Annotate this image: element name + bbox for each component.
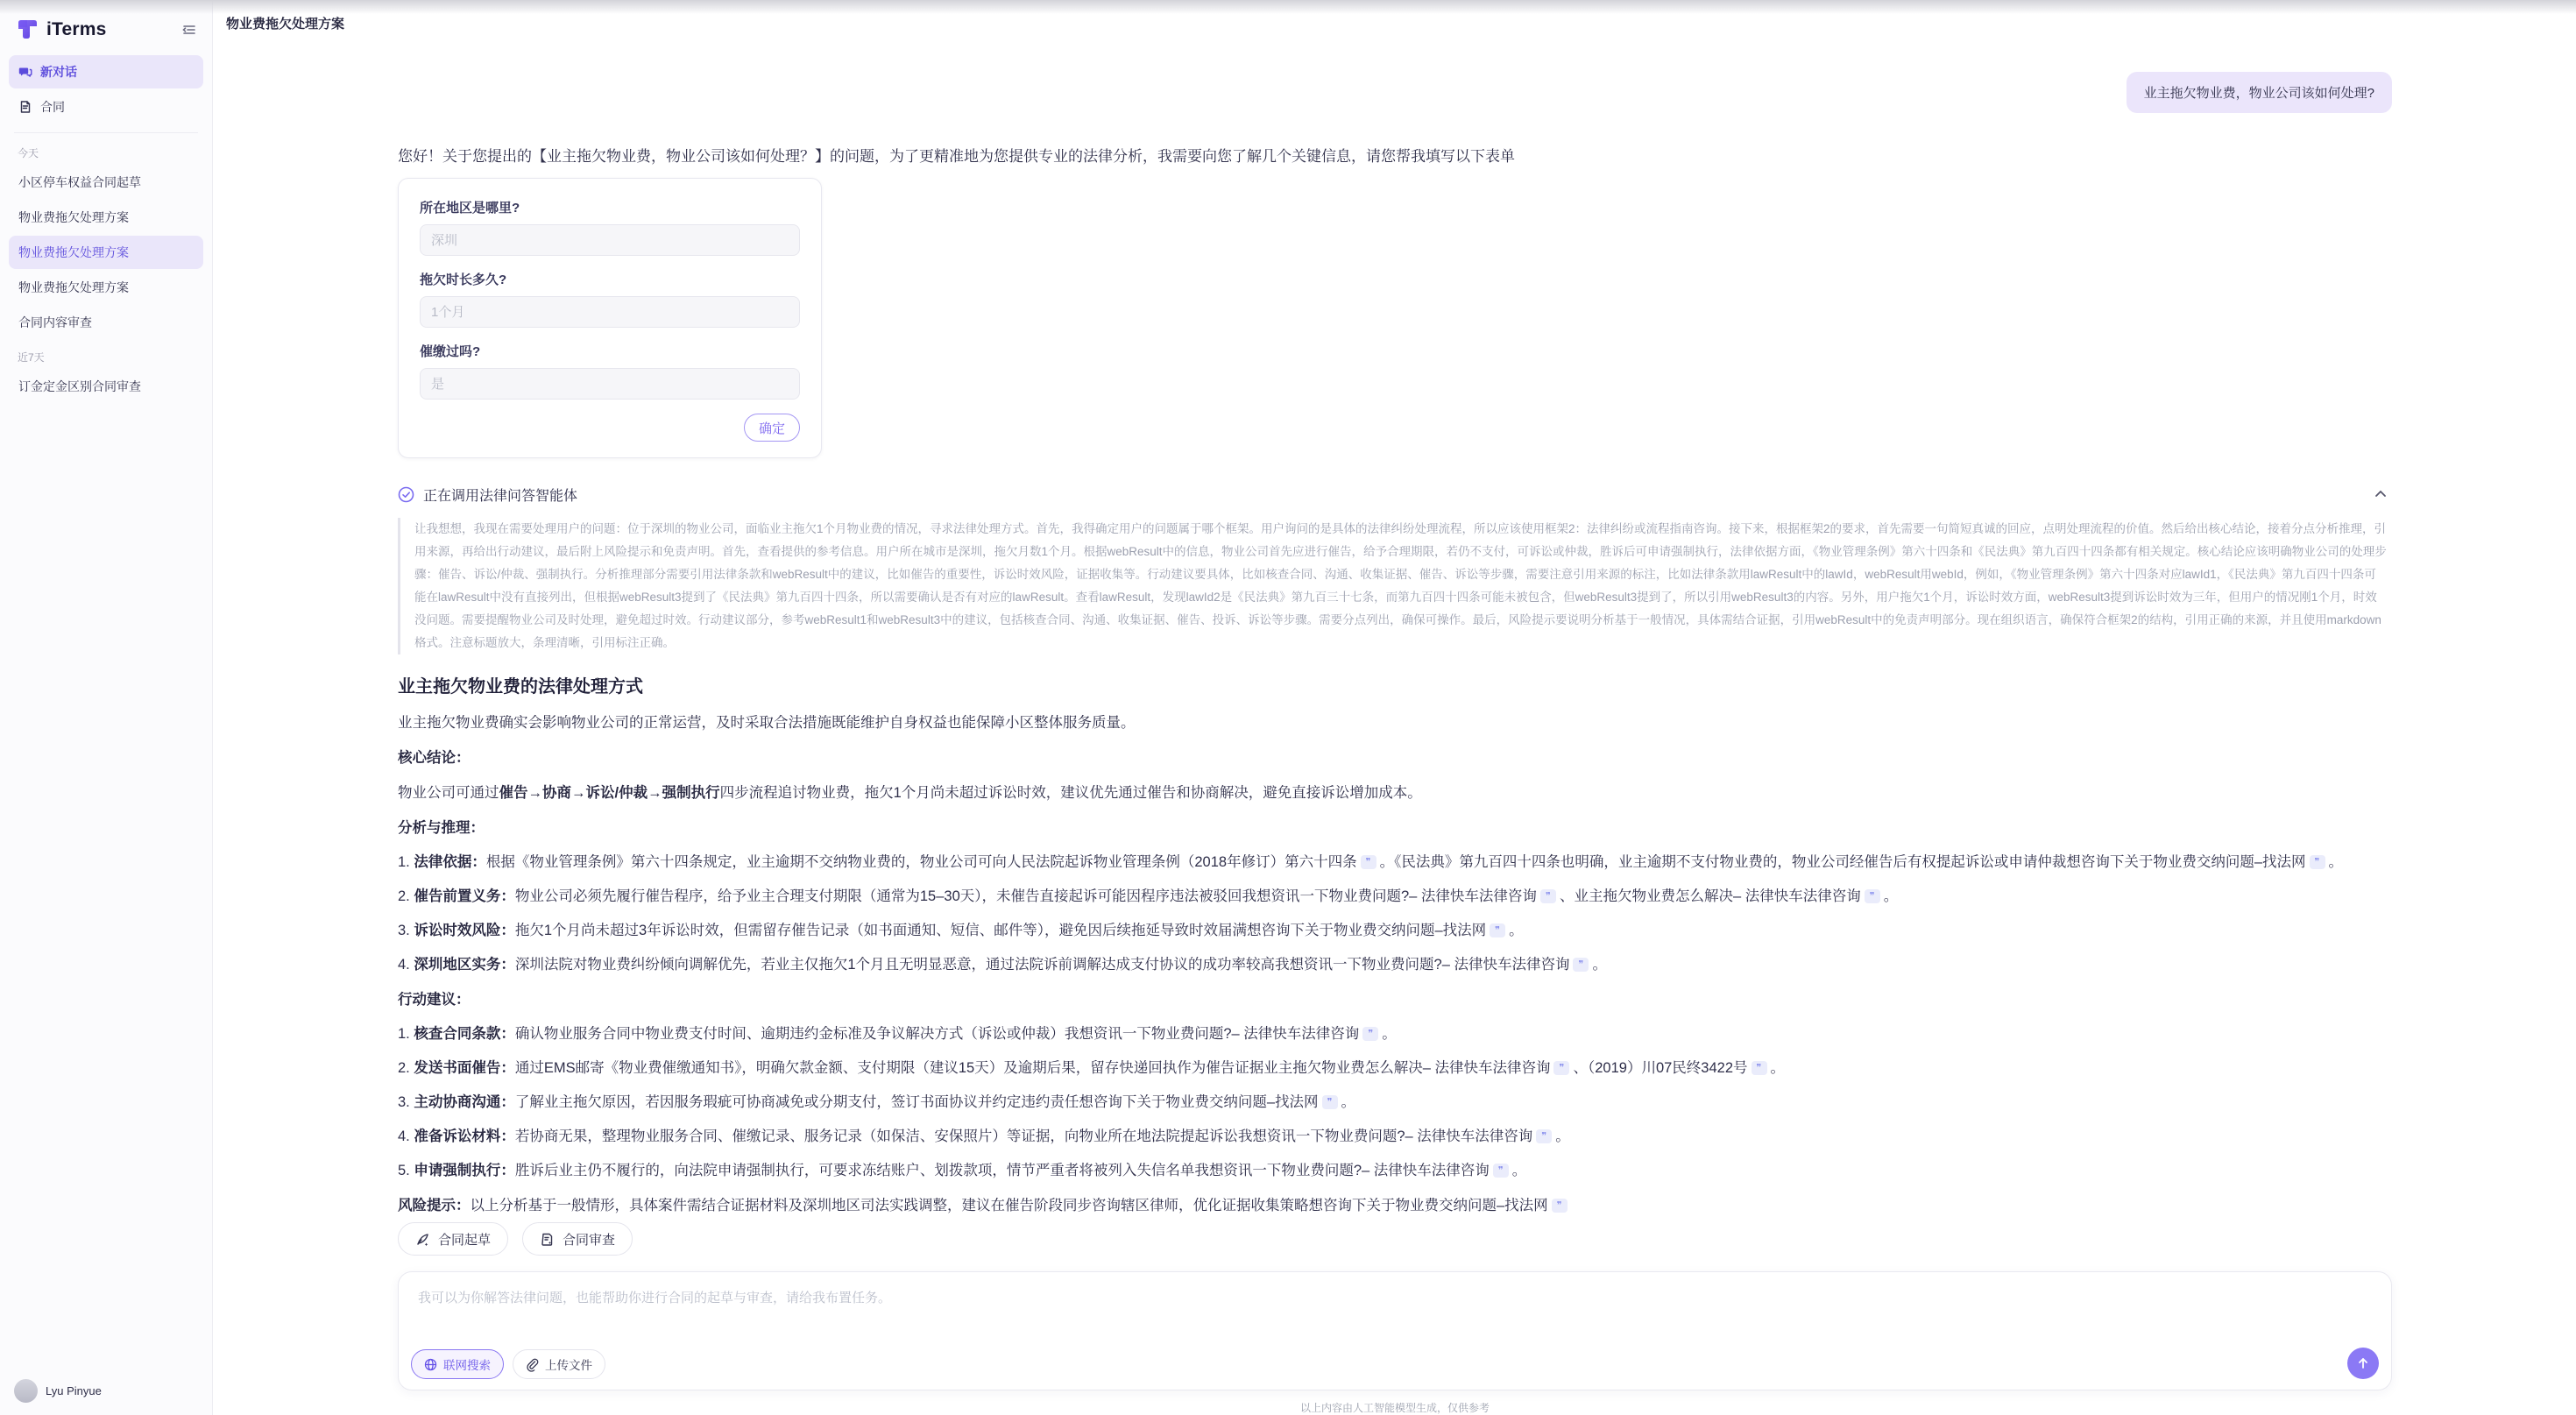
history-section-label: 近7天 [18, 351, 45, 364]
upload-file-button[interactable] [513, 1349, 605, 1379]
duration-input[interactable] [420, 296, 800, 328]
composer [398, 1271, 2392, 1390]
contract-draft-label: 合同起草 [438, 1232, 492, 1248]
bold-text: 风险提示： [398, 1198, 471, 1213]
citation-badge[interactable]: ❞ [1490, 923, 1505, 937]
markdown-list-item: 3. 主动协商沟通：了解业主拖欠原因，若因服务瑕疵可协商减免或分期支付，签订书面协议并约定违约责任想咨询下关于物业费交纳问题–找法网 ❞ 。 [398, 1094, 1356, 1110]
paperclip-icon [526, 1358, 539, 1371]
contract-icon [18, 100, 32, 114]
markdown-list-item: 4. 准备诉讼材料：若协商无果，整理物业服务合同、催缴记录、服务记录（如保洁、安保照片）等证据，向物业所在地法院提起诉讼我想资讯一下物业费问题?– 法律快车法律咨询 ❞ 。 [398, 1128, 1570, 1144]
nav-label: 合同 [40, 100, 65, 114]
app-title: iTerms [46, 18, 107, 39]
citation-badge[interactable]: ❞ [1865, 889, 1880, 903]
markdown-list-item: 2. 催告前置义务：物业公司必须先履行催告程序，给予业主合理支付期限（通常为15–30天），未催告直接起诉可能因程序违法被驳回我想资讯一下物业费问题?– 法律快车法律咨询 ❞ 、业主拖欠物业费怎么解决– 法律快车法律咨询 ❞ 。 [398, 888, 1899, 904]
actions-label: 行动建议： [398, 992, 471, 1008]
citation-badge[interactable]: ❞ [1322, 1095, 1338, 1109]
agent-status-text: 正在调用法律问答智能体 [423, 488, 578, 504]
iterms-logo-icon [16, 18, 39, 41]
contract-draft-button[interactable] [398, 1222, 508, 1256]
markdown-list-item: 5. 申请强制执行：胜诉后业主仍不履行的，向法院申请强制执行，可要求冻结账户、划拨款项，情节严重者将被列入失信名单我想资讯一下物业费问题?– 法律快车法律咨询 ❞ 。 [398, 1163, 1527, 1178]
web-search-toggle[interactable] [411, 1349, 504, 1379]
markdown-list-item: 1. 法律依据：根据《物业管理条例》第六十四条规定，业主逾期不交纳物业费的，物业公司可向人民法院起诉物业管理条例（2018年修订）第六十四条 ❞ 。《民法典》第九百四十四条也明确，业主逾期不支付物业费的，物业公司经催告后有权提起诉讼或申请仲裁想咨询下关于物业费交纳问题–找法网 ❞ 。 [398, 854, 2344, 870]
nav-label: 新对话 [40, 65, 77, 79]
check-circle-icon [398, 486, 414, 503]
list-item-head: 准备诉讼材料： [414, 1128, 515, 1144]
form-label-reminded: 催缴过吗? [420, 344, 481, 359]
citation-badge[interactable]: ❞ [1540, 889, 1556, 903]
sidebar-history-item[interactable]: 物业费拖欠处理方案 [18, 280, 129, 294]
region-input[interactable] [420, 224, 800, 256]
history-section-label: 今天 [18, 147, 39, 159]
sidebar-history-item[interactable]: 物业费拖欠处理方案 [18, 210, 129, 224]
analysis-label: 分析与推理： [398, 820, 485, 836]
list-item-head: 催告前置义务： [414, 888, 515, 904]
ai-disclaimer: 以上内容由人工智能模型生成，仅供参考 [1299, 1402, 1490, 1414]
reminded-input[interactable] [420, 368, 800, 400]
reasoning-block: 让我想想，我现在需要处理用户的问题：位于深圳的物业公司，面临业主拖欠1个月物业费的情况，寻求法律处理方式。首先，我得确定用户的问题属于哪个框架。用户询问的是具体的法律纠纷处理流程，所以应该使用框架2：法律纠纷或流程指南咨询。接下来，根据框架2的要求，首先需要一句简短真诚的回应，点明处理流程的价值。然后给出核心结论，接着分点分析推理，引用来源，再给出行动建议，最后附上风险提示和免责声明。首先，查看提供的参考信息。用户所在城市是深圳，拖欠月数1个月。根据webResult中的信息，物业公司首先应进行催告，给予合理期限，若仍不支付，可诉讼或仲裁，胜诉后可申请强制执行，法律依据方面，《物业管理条例》第六十四条和《民法典》第九百四十四条都有相关规定。核心结论应该明确物业公司的处理步骤：催告、诉讼/仲裁、强制执行。分析推理部分需要引用法律条款和webResult中的建议，比如催告的重要性，诉讼时效风险，证据收集等。行动建议要具体，比如核查合同、沟通、收集证据、催告、诉讼等步骤，需要注意引用来源的标注，比如法律条款用lawResult中的lawId，webResult用webId，例如，《物业管理条例》第六十四条对应lawId1，《民法典》第九百四十四条可能在lawResult中没有直接列出，但根据webResult3提到了《民法典》第九百四十四条，所以需要确认是否有对应的lawResult。查看lawResult，发现lawId2是《民法典》第九百三十七条，而第九百四十四条可能未被包含，但webResult3提到了，所以引用webResult3的内容。另外，用户拖欠1个月，诉讼时效方面，webResult3提到诉讼时效为三年，但用户的情况刚1个月，时效没问题。需要提醒物业公司及时处理，避免超过时效。行动建议部分，参考webResult1和webResult3中的建议，包括核查合同、沟通、收集证据、催告、投诉、诉讼等步骤。需要分点列出，确保可操作。最后，风险提示要说明分析基于一般情况，具体需结合证据，引用webResult中的免责声明部分。现在组织语言，确保符合框架2的结构，引用正确的来源，并且使用markdown格式。注意标题放大，条理清晰，引用标注正确。 [398, 518, 2387, 654]
assistant-intro-text: 您好！关于您提出的【业主拖欠物业费，物业公司该如何处理？】的问题，为了更精准地为您提供专业的法律分析，我需要向您了解几个关键信息，请您帮我填写以下表单 [398, 148, 1515, 165]
chevron-up-icon[interactable] [2369, 483, 2392, 506]
list-item-head: 诉讼时效风险： [414, 923, 515, 938]
arrow-up-icon [2356, 1356, 2370, 1370]
form-label-region: 所在地区是哪里? [420, 201, 520, 216]
main-area [214, 0, 2576, 1415]
citation-badge[interactable]: ❞ [1362, 1027, 1378, 1041]
bold-text: 催告→协商→诉讼/仲裁→强制执行 [499, 785, 720, 801]
markdown-list-item: 4. 深圳地区实务：深圳法院对物业费纠纷倾向调解优先，若业主仅拖欠1个月且无明显恶意，通过法院诉前调解达成支付协议的成功率较高我想资讯一下物业费问题?– 法律快车法律咨询 ❞ 。 [398, 957, 1607, 973]
sidebar-history [0, 137, 212, 403]
citation-badge[interactable]: ❞ [1573, 958, 1589, 972]
upload-file-label: 上传文件 [545, 1359, 592, 1372]
core-conclusion-label: 核心结论： [398, 750, 471, 766]
sidebar-divider [14, 132, 198, 133]
confirm-button[interactable]: 确定 [744, 414, 800, 442]
sidebar-history-item[interactable]: 小区停车权益合同起草 [18, 175, 141, 189]
citation-badge[interactable]: ❞ [1536, 1129, 1552, 1143]
analysis-list [398, 852, 2392, 975]
markdown-list-item: 3. 诉讼时效风险：拖欠1个月尚未超过3年诉讼时效，但需留存催告记录（如书面通知、短信、邮件等），避免因后续拖延导致时效届满想咨询下关于物业费交纳问题–找法网 ❞ 。 [398, 923, 1524, 938]
send-button[interactable] [2347, 1348, 2379, 1379]
quill-icon [415, 1232, 430, 1247]
sidebar-history-item[interactable]: 订金定金区别合同审查 [18, 379, 141, 393]
info-form-card [398, 178, 822, 458]
user-name: Lyu Pinyue [46, 1384, 102, 1397]
citation-badge[interactable]: ❞ [1493, 1164, 1509, 1178]
citation-badge[interactable]: ❞ [1553, 1061, 1569, 1075]
sidebar-nav [0, 55, 212, 124]
markdown-list-item: 1. 核查合同条款：确认物业服务合同中物业费支付时间、逾期违约金标准及争议解决方式（诉讼或仲裁）我想资讯一下物业费问题?– 法律快车法律咨询 ❞ 。 [398, 1026, 1397, 1042]
contract-review-label: 合同审查 [563, 1232, 616, 1248]
list-item-head: 主动协商沟通： [414, 1094, 515, 1110]
list-item-head: 法律依据： [414, 854, 486, 870]
web-search-label: 联网搜索 [443, 1359, 491, 1372]
sidebar-nav-contracts[interactable] [9, 90, 203, 124]
answer-intro: 业主拖欠物业费确实会影响物业公司的正常运营，及时采取合法措施既能维护自身权益也能保障小区整体服务质量。 [398, 715, 1136, 731]
page-title: 物业费拖欠处理方案 [226, 17, 345, 32]
form-label-duration: 拖欠时长多久? [420, 272, 507, 287]
sidebar-nav-new-chat[interactable] [9, 55, 203, 88]
core-conclusion-text: 物业公司可通过催告→协商→诉讼/仲裁→强制执行四步流程追讨物业费，拖欠1个月尚未超过诉讼时效，建议优先通过催告和协商解决，避免直接诉讼增加成本。 [398, 785, 1422, 801]
markdown-list-item: 2. 发送书面催告：通过EMS邮寄《物业费催缴通知书》，明确欠款金额、支付期限（建议15天）及逾期后果，留存快递回执作为催告证据业主拖欠物业费怎么解决– 法律快车法律咨询 ❞ 、（2019）川07民终3422号 ❞ 。 [398, 1060, 1785, 1076]
sidebar [0, 0, 213, 1415]
citation-badge[interactable]: ❞ [1361, 855, 1376, 869]
user-avatar [14, 1379, 38, 1403]
user-account[interactable] [14, 1379, 102, 1403]
list-item-head: 申请强制执行： [414, 1163, 515, 1178]
doc-review-icon [540, 1232, 555, 1247]
sidebar-history-item[interactable]: 合同内容审查 [18, 315, 92, 329]
logo-row [0, 0, 212, 53]
message-input[interactable] [399, 1272, 2391, 1390]
user-message-bubble: 业主拖欠物业费，物业公司该如何处理? [2127, 72, 2392, 113]
globe-icon [424, 1358, 437, 1371]
actions-list [398, 1023, 2392, 1181]
sidebar-history-item[interactable]: 物业费拖欠处理方案 [9, 236, 203, 269]
list-item-head: 发送书面催告： [414, 1060, 515, 1076]
risk-note-clipped [398, 1195, 2392, 1213]
citation-badge[interactable]: ❞ [1752, 1061, 1767, 1075]
new-chat-icon [18, 65, 32, 79]
contract-review-button[interactable] [522, 1222, 633, 1256]
sidebar-collapse-icon[interactable] [179, 19, 200, 40]
list-item-head: 深圳地区实务： [414, 957, 515, 973]
list-item-head: 核查合同条款： [414, 1026, 515, 1042]
citation-badge[interactable]: ❞ [1552, 1199, 1568, 1213]
risk-note-text: 风险提示：以上分析基于一般情形，具体案件需结合证据材料及深圳地区司法实践调整，建议在催告阶段同步咨询辖区律师，优化证据收集策略想咨询下关于物业费交纳问题–找法网 ❞ [398, 1195, 2392, 1216]
citation-badge[interactable]: ❞ [2310, 855, 2325, 869]
answer-title: 业主拖欠物业费的法律处理方式 [398, 677, 643, 697]
